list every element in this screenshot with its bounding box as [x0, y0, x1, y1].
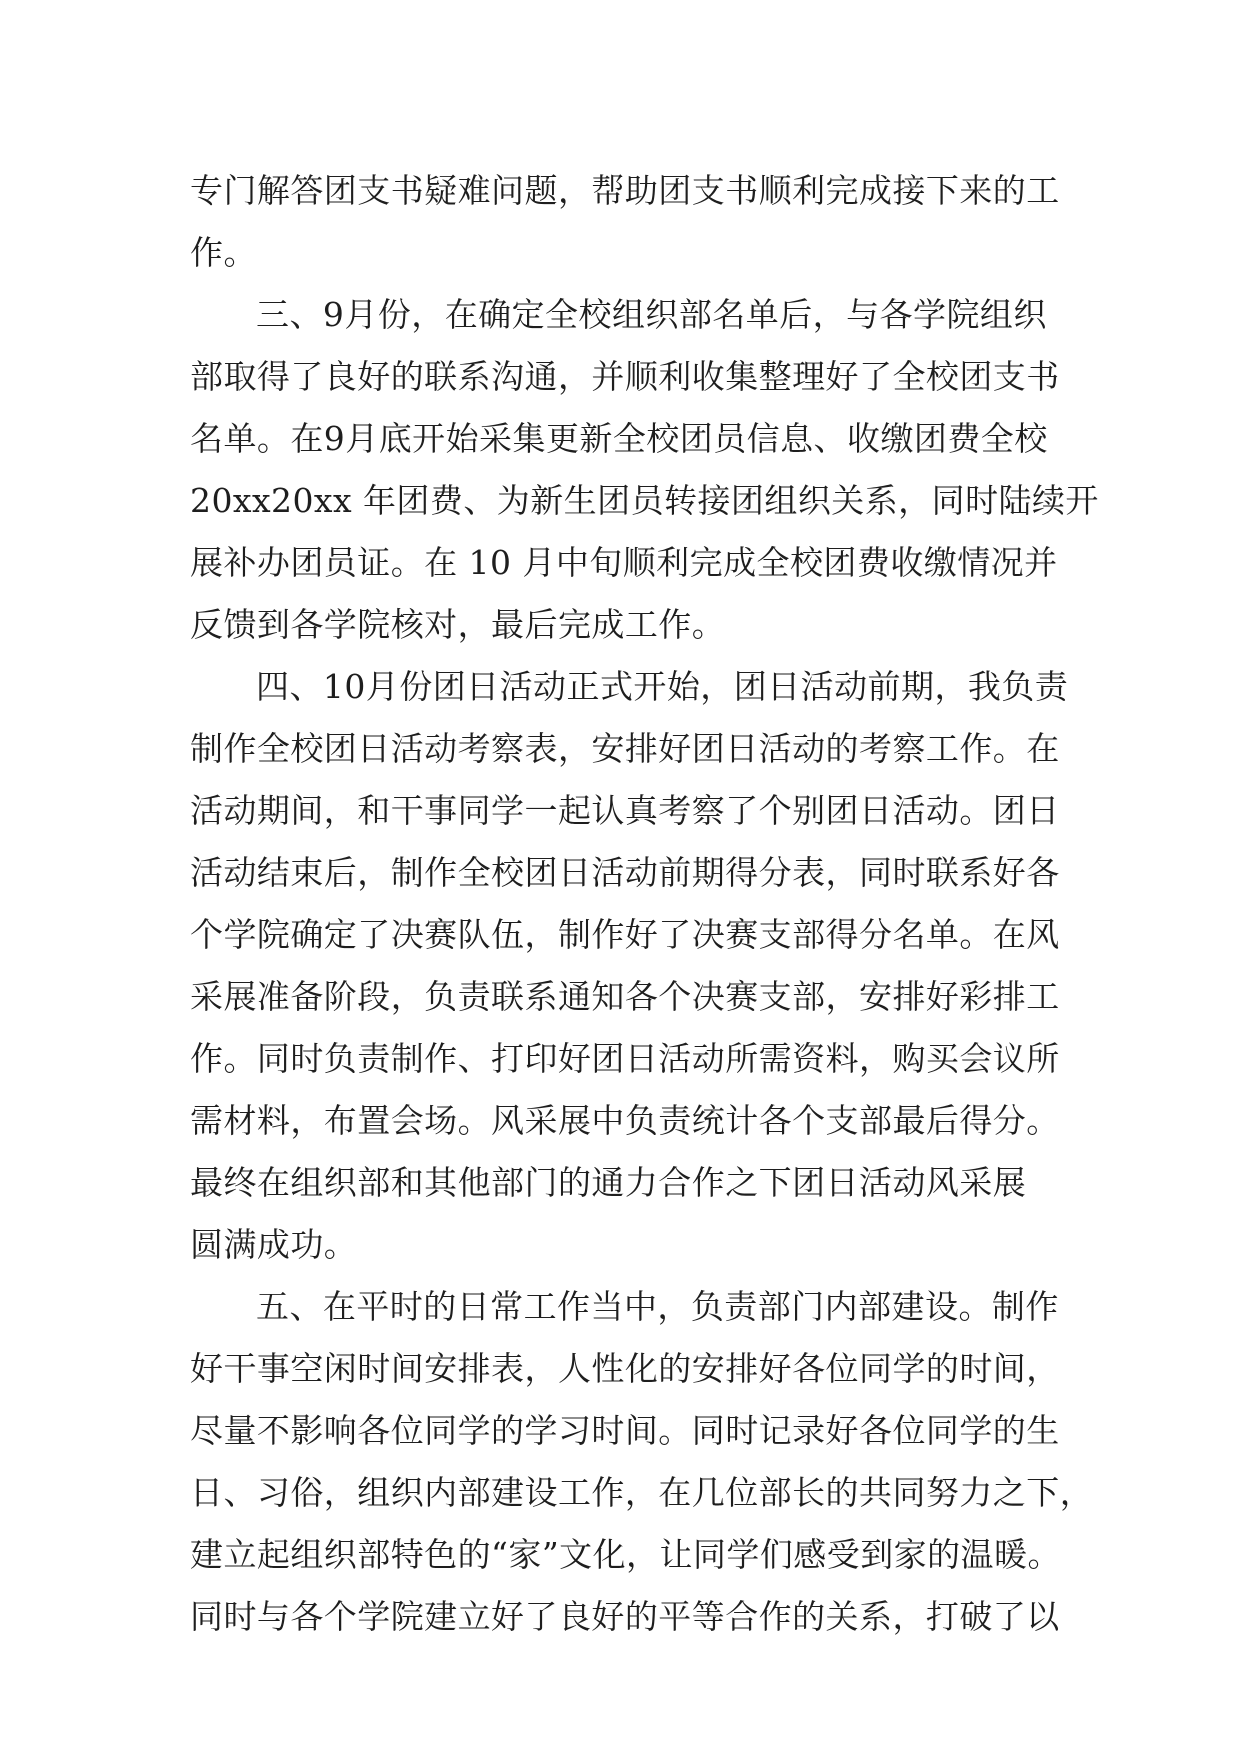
text-line: 最终在组织部和其他部门的通力合作之下团日活动风采展	[190, 1163, 1027, 1202]
text-line: 好干事空闲时间安排表，人性化的安排好各位同学的时间，	[190, 1349, 1060, 1388]
text-line: 个学院确定了决赛队伍，制作好了决赛支部得分名单。在风	[190, 915, 1060, 954]
text-line: 尽量不影响各位同学的学习时间。同时记录好各位同学的生	[190, 1411, 1060, 1450]
text-line: 作。	[190, 233, 257, 272]
text-line: 名单。在9月底开始采集更新全校团员信息、收缴团费全校	[190, 419, 1048, 458]
text-line: 同时与各个学院建立好了良好的平等合作的关系，打破了以	[190, 1597, 1060, 1636]
text-line: 活动期间，和干事同学一起认真考察了个别团日活动。团日	[190, 791, 1060, 830]
text-line: 需材料，布置会场。风采展中负责统计各个支部最后得分。	[190, 1101, 1060, 1140]
paragraph-start-line: 三、9月份，在确定全校组织部名单后，与各学院组织	[256, 295, 1047, 334]
text-line: 制作全校团日活动考察表，安排好团日活动的考察工作。在	[190, 729, 1060, 768]
text-line: 反馈到各学院核对，最后完成工作。	[190, 605, 726, 644]
text-line: 建立起组织部特色的“家”文化，让同学们感受到家的温暖。	[190, 1535, 1061, 1574]
text-line: 日、习俗，组织内部建设工作，在几位部长的共同努力之下，	[190, 1473, 1094, 1512]
text-line: 部取得了良好的联系沟通，并顺利收集整理好了全校团支书	[190, 357, 1060, 396]
text-line: 专门解答团支书疑难问题，帮助团支书顺利完成接下来的工	[190, 171, 1060, 210]
body-text	[190, 160, 1099, 1648]
paragraph-start-line: 五、在平时的日常工作当中，负责部门内部建设。制作	[256, 1287, 1059, 1326]
text-line: 圆满成功。	[190, 1225, 358, 1264]
text-line: 展补办团员证。在 10 月中旬顺利完成全校团费收缴情况并	[190, 543, 1058, 582]
text-line: 20xx20xx 年团费、为新生团员转接团组织关系，同时陆续开	[190, 481, 1099, 520]
text-line: 活动结束后，制作全校团日活动前期得分表，同时联系好各	[190, 853, 1060, 892]
text-line: 采展准备阶段，负责联系通知各个决赛支部，安排好彩排工	[190, 977, 1060, 1016]
text-line: 作。同时负责制作、打印好团日活动所需资料，购买会议所	[190, 1039, 1060, 1078]
paragraph-start-line: 四、10月份团日活动正式开始，团日活动前期，我负责	[256, 667, 1069, 706]
